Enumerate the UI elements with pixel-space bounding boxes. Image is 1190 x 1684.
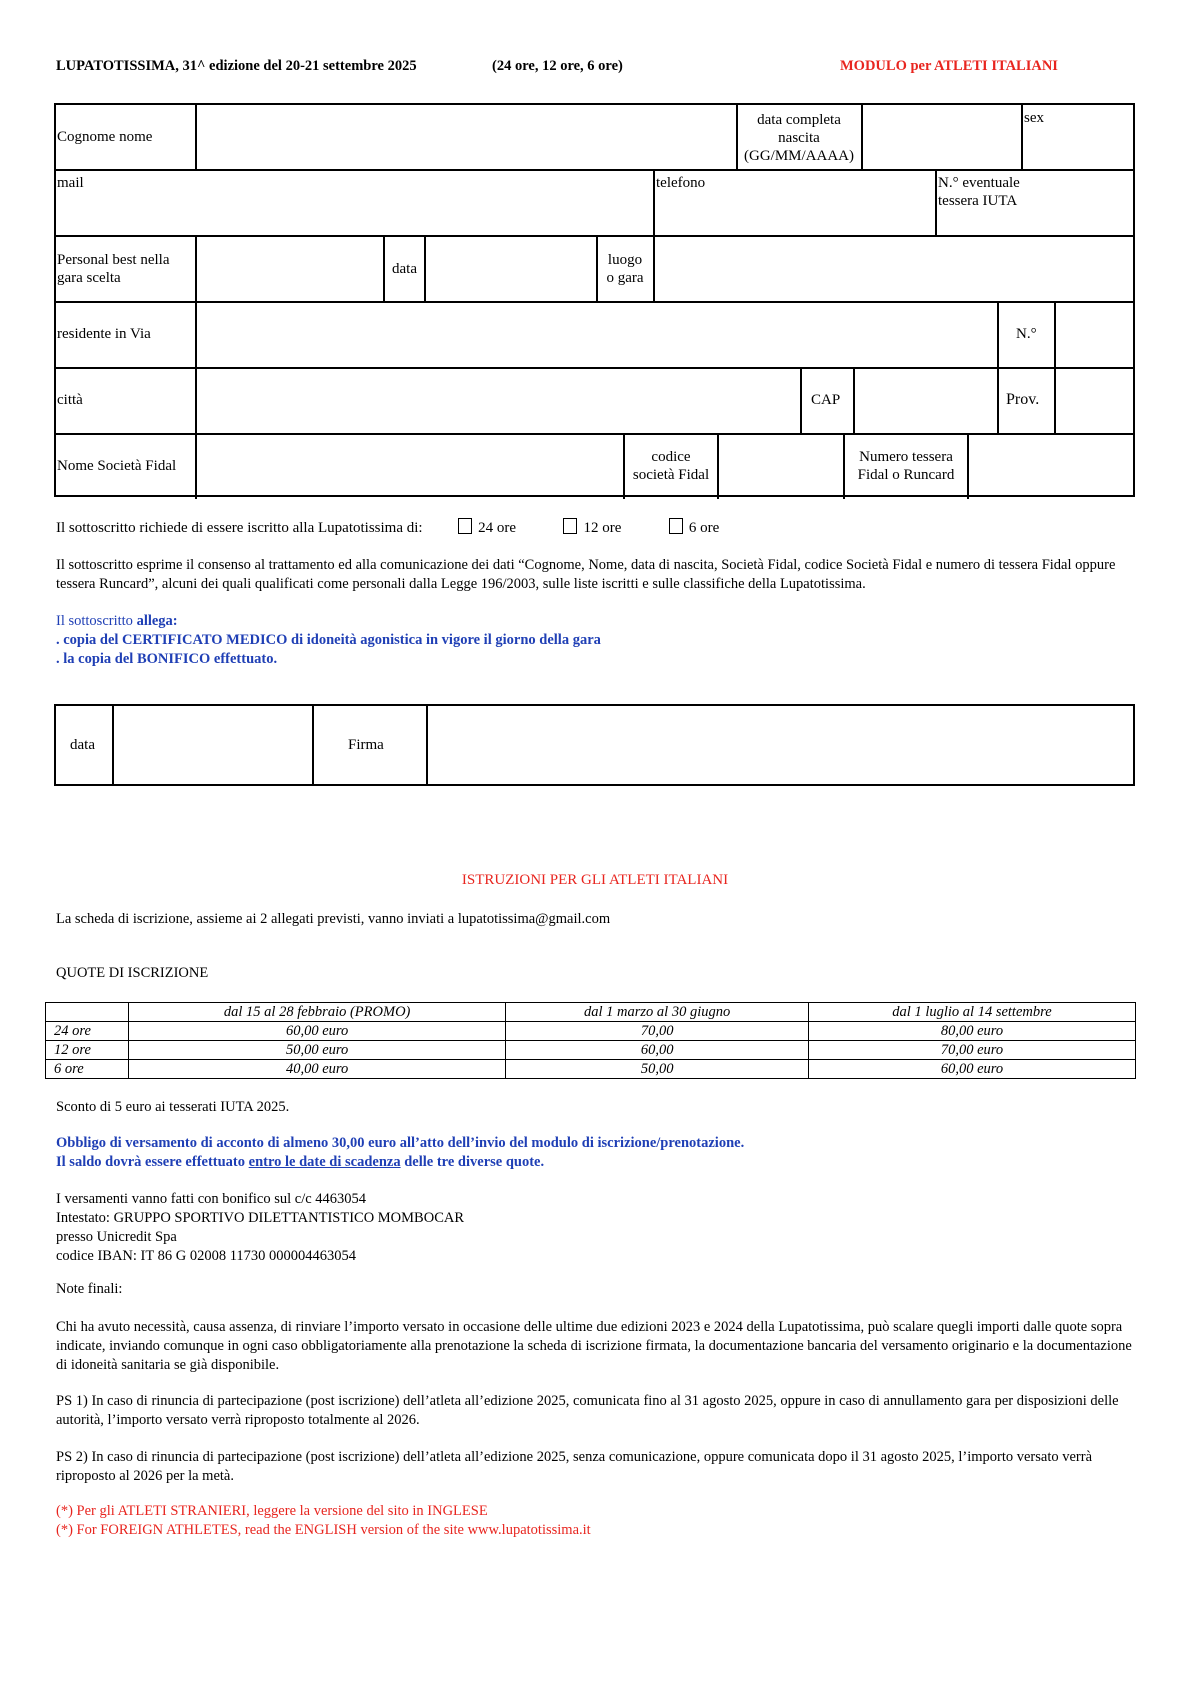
- signature-label: Firma: [348, 737, 384, 753]
- signature-date-field[interactable]: [114, 706, 310, 784]
- ps1-paragraph: PS 1) In caso di rinuncia di partecipazione (post iscrizione) dell’atleta all’edizione 2025, comunicata fino al 31 agosto 2025, oppure in caso di annullamento gara per disposizioni delle autorità, l’importo versato verrà riproposto totalmente al 2026.: [56, 1393, 1119, 1428]
- street-label: residente in Via: [57, 326, 151, 342]
- ps2-paragraph: PS 2) In caso di rinuncia di partecipazione (post iscrizione) dell’atleta all’edizione 2025, senza comunicazione, oppure comunicata dopo il 31 agosto 2025, l’importo versato verrà riproposto al 2026 per la metà.: [56, 1449, 1093, 1484]
- notes-paragraph: Chi ha avuto necessità, causa assenza, di rinviare l’importo versato in occasione delle ultime due edizioni 2023 e 2024 della Lupatotissima, può scalare quegli importi dalle quote sopra indicate, inviando comunque in ogni caso obbligatoriamente alla prenotazione la scheda di iscrizione firmata, la documentazione bancaria del versamento originario e la documentazione di idoneità sanitaria se già disponibile.: [56, 1319, 1132, 1373]
- registration-form: [54, 103, 1135, 497]
- document-title: LUPATOTISSIMA, 31^ edizione del 20-21 settembre 2025: [56, 58, 417, 74]
- fees-table: [45, 1002, 1136, 1079]
- race-place-label: luogo o gara: [606, 252, 644, 286]
- surname-name-label: Cognome nome: [57, 129, 153, 145]
- table-row: 6 ore 40,00 euro 50,00 60,00 euro: [46, 1060, 1136, 1079]
- registration-text: Il sottoscritto richiede di essere iscritto alla Lupatotissima di:: [56, 520, 423, 536]
- foreign-athletes-note: (*) Per gli ATLETI STRANIERI, leggere la versione del sito in INGLESE (*) For FOREIGN ATHLETES, read the ENGLISH version of the site www.lupatotissima.it: [56, 1503, 591, 1538]
- birth-date-label: data completa nascita (GG/MM/AAAA): [744, 112, 854, 164]
- province-label: Prov.: [1006, 391, 1040, 408]
- signature-field[interactable]: [428, 706, 1128, 784]
- option-24h-label: 24 ore: [478, 520, 516, 536]
- cap-label: CAP: [811, 392, 841, 408]
- club-name-label: Nome Società Fidal: [57, 458, 177, 474]
- bank-details: I versamenti vanno fatti con bonifico sul c/c 4463054 Intestato: GRUPPO SPORTIVO DILETTANTISTICO MOMBOCAR presso Unicredit Spa codice IBAN: IT 86 G 02008 11730 000004463054: [56, 1191, 465, 1264]
- mail-label: mail: [57, 175, 84, 191]
- card-number-label: Numero tessera Fidal o Runcard: [857, 449, 955, 483]
- street-number-label: N.°: [1016, 326, 1037, 342]
- table-row: 12 ore 50,00 euro 60,00 70,00 euro: [46, 1041, 1136, 1060]
- city-label: città: [57, 392, 83, 408]
- fees-title: QUOTE DI ISCRIZIONE: [56, 965, 209, 981]
- attachments-block: Il sottoscritto allega: . copia del CERTIFICATO MEDICO di idoneità agonistica in vigore il giorno della gara . la copia del BONIFICO effettuato.: [56, 612, 1136, 669]
- notes-title: Note finali:: [56, 1281, 123, 1297]
- checkbox-6h[interactable]: [669, 518, 683, 534]
- iuta-discount: Sconto di 5 euro ai tesserati IUTA 2025.: [56, 1099, 290, 1115]
- pb-date-label: data: [392, 261, 417, 277]
- phone-label: telefono: [656, 175, 706, 191]
- table-row: 24 ore 60,00 euro 70,00 80,00 euro: [46, 1022, 1136, 1041]
- signature-date-label: data: [70, 737, 95, 753]
- signature-box: [54, 704, 1135, 786]
- attachment-medical: . copia del CERTIFICATO MEDICO di idoneità agonistica in vigore il giorno della gara: [56, 632, 601, 648]
- option-6h-label: 6 ore: [688, 520, 720, 536]
- club-code-label: codice società Fidal: [632, 449, 710, 483]
- iuta-card-label: N.° eventuale tessera IUTA: [938, 175, 1020, 209]
- birth-date-field[interactable]: [864, 105, 1020, 167]
- module-label: MODULO per ATLETI ITALIANI: [840, 58, 1058, 74]
- surname-name-field[interactable]: [198, 105, 734, 167]
- checkbox-24h[interactable]: [458, 518, 472, 534]
- option-12h-label: 12 ore: [583, 520, 622, 536]
- registration-choice: [56, 518, 719, 537]
- deposit-notice: Obbligo di versamento di acconto di almeno 30,00 euro all’atto dell’invio del modulo di iscrizione/prenotazione. Il saldo dovrà essere effettuato entro le date di scadenza delle tre diverse quote.: [56, 1135, 745, 1170]
- attachment-transfer: . la copia del BONIFICO effettuato.: [56, 651, 278, 667]
- table-header-row: dal 15 al 28 febbraio (PROMO) dal 1 marzo al 30 giugno dal 1 luglio al 14 settembre: [46, 1003, 1136, 1022]
- personal-best-label: Personal best nella gara scelta: [57, 252, 170, 286]
- race-formats: (24 ore, 12 ore, 6 ore): [492, 58, 623, 74]
- sex-label: sex: [1024, 110, 1044, 126]
- checkbox-12h[interactable]: [563, 518, 577, 534]
- instructions-title: ISTRUZIONI PER GLI ATLETI ITALIANI: [461, 872, 729, 888]
- consent-text: Il sottoscritto esprime il consenso al trattamento ed alla comunicazione dei dati “Cognome, Nome, data di nascita, Società Fidal, codice Società Fidal e numero di tessera Fidal oppure tessera Runcard”, alcuni dei quali qualificati come personali dalla Legge 196/2003, sulle liste iscritti e sulle classifiche della Lupatotissima.: [56, 557, 1116, 592]
- send-instructions: La scheda di iscrizione, assieme ai 2 allegati previsti, vanno inviati a lupatotissima@gmail.com: [56, 911, 611, 927]
